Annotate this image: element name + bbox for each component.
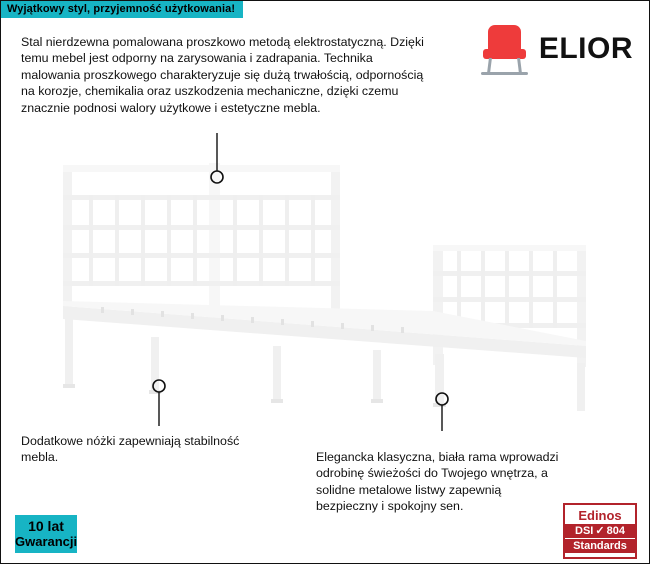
edinos-dsi-row xyxy=(565,524,635,538)
warranty-badge xyxy=(15,515,77,553)
header-ribbon: Wyjątkowy styl, przyjemność użytkowania! xyxy=(1,1,243,18)
brand-name: ELIOR xyxy=(538,32,633,65)
callout-legs-text: Dodatkowe nóżki zapewniają stabilność mebla. xyxy=(21,434,240,465)
brand-logo xyxy=(479,23,633,75)
product-description: Stal nierdzewna pomalowana proszkowo metodą elektrostatyczną. Dzięki temu mebel jest odporny na zarysowania i zadrapania. Technika malowania proszkowego charakteryzuje się dużą trwałością, odpornością na korozje, chemikalia oraz uszkodzenia mechaniczne, dzięki czemu znacznie podnosi walory użytkowe i estetyczne mebla. xyxy=(21,35,424,115)
callout-frame-text: Elegancka klasyczna, biała rama wprowadzi odrobinę świeżości do Twojego wnętrza, a solidne metalowe listwy zapewnią bezpieczny i spokojny sen. xyxy=(316,450,559,514)
edinos-certificate-badge xyxy=(563,503,637,559)
warranty-years: 10 lat xyxy=(28,518,64,534)
edinos-title: Edinos xyxy=(578,508,622,523)
bed-illustration xyxy=(1,141,650,411)
edinos-standards: Standards xyxy=(565,539,635,553)
warranty-label: Gwarancji xyxy=(15,534,78,549)
red-chair-icon xyxy=(479,23,531,75)
check-icon: ✓ xyxy=(595,525,605,537)
edinos-dsi-label: DSI xyxy=(575,525,594,537)
edinos-number: 804 xyxy=(606,525,625,537)
